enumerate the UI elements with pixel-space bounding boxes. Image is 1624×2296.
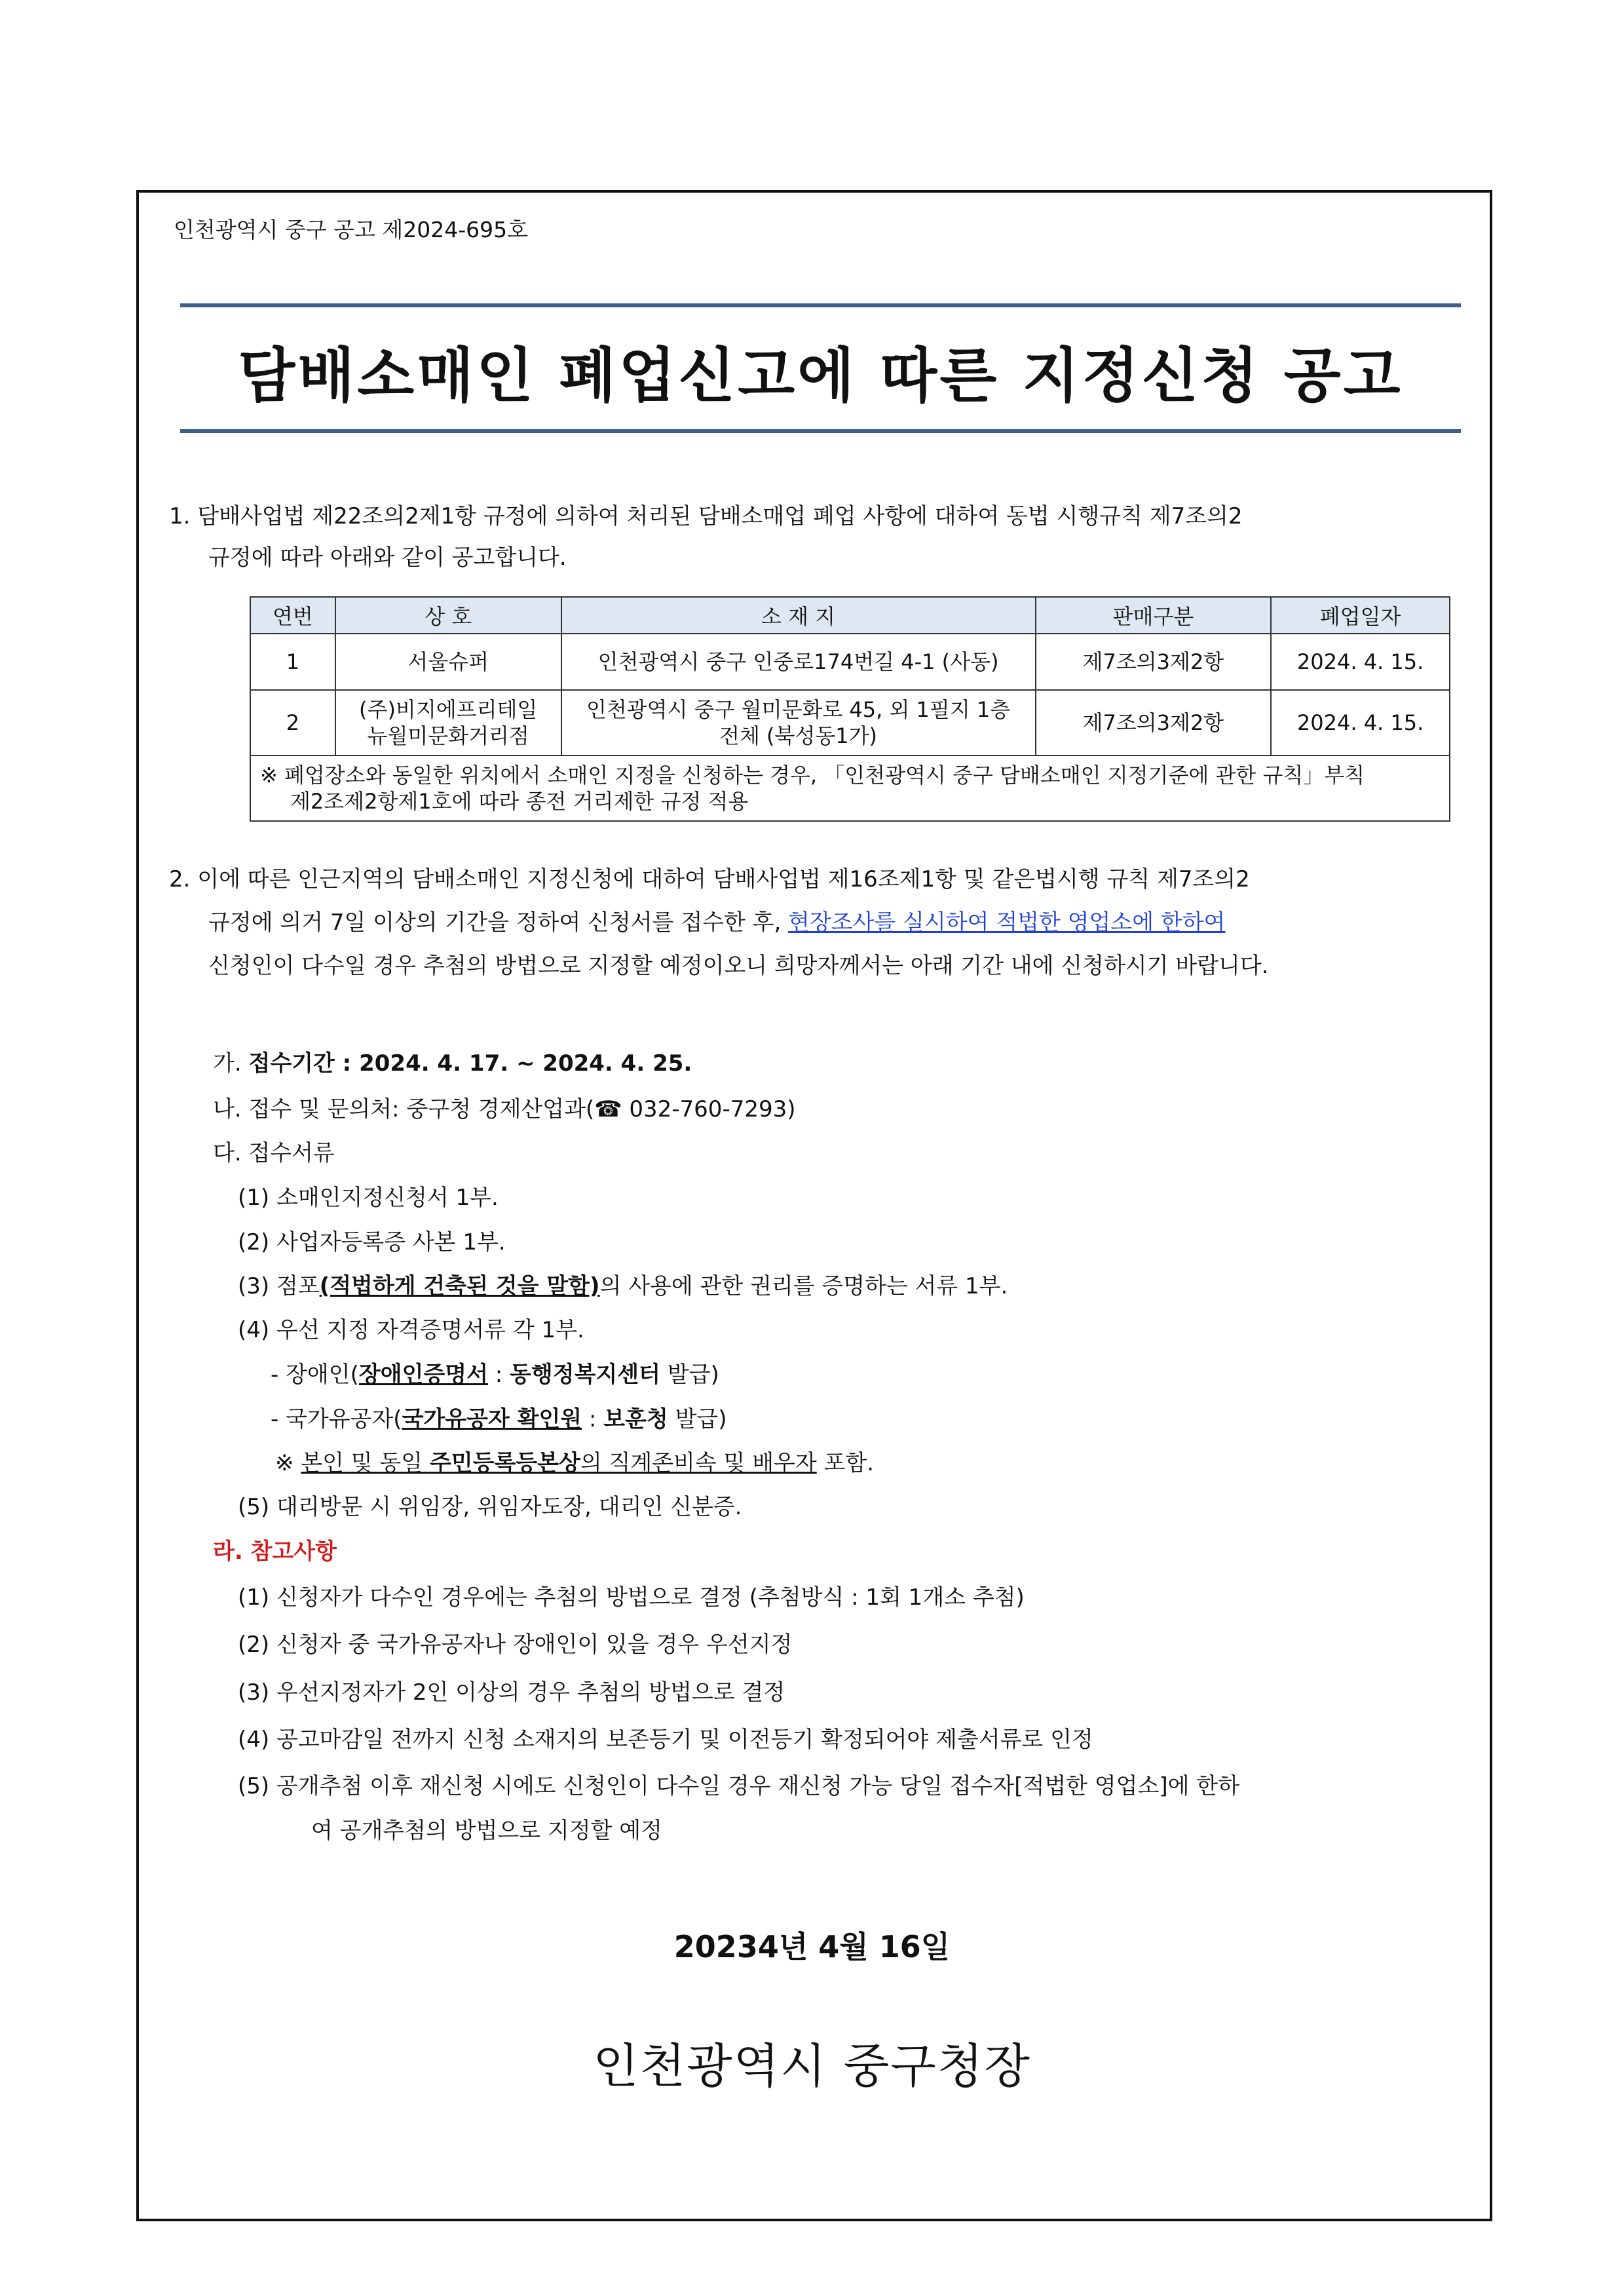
da-item-3-b: (적법하게 건축된 것을 말함) <box>319 1273 600 1299</box>
da-item-3-a: (3) 점포 <box>238 1273 320 1299</box>
row-address: 인천광역시 중구 인중로174번길 4-1 (사동) <box>561 634 1036 690</box>
item-na: 나. 접수 및 문의처: 중구청 경제산업과(☎ 032-760-7293) <box>213 1096 796 1122</box>
table-header-row <box>250 597 1450 634</box>
ra-item-5-line2: 여 공개추첨의 방법으로 지정할 예정 <box>311 1818 662 1844</box>
da-note-c: 주민등록등본상 <box>429 1450 580 1476</box>
da-sub-disabled-b: 장애인증명서 <box>358 1362 488 1388</box>
da-item-4: (4) 우선 지정 자격증명서류 각 1부. <box>238 1317 584 1343</box>
section2-line1: 2. 이에 따른 인근지역의 담배소매인 지정신청에 대하여 담배사업법 제16조제1항 및 같은법시행 규칙 제7조의2 <box>169 866 1250 892</box>
header-no: 연번 <box>250 597 335 634</box>
section1-line1: 1. 담배사업법 제22조의2제1항 규정에 의하여 처리된 담배소매업 폐업 사항에 대하여 동법 시행규칙 제7조의2 <box>169 503 1243 529</box>
row-no: 1 <box>250 634 335 690</box>
da-sub-veteran-a: - 국가유공자( <box>271 1406 402 1432</box>
da-sub-disabled-c: : <box>487 1362 510 1388</box>
section2-highlight-link[interactable]: 현장조사를 실시하여 적법한 영업소에 한하여 <box>788 909 1226 936</box>
row-address <box>561 690 1036 756</box>
section2-line2 <box>208 909 1225 936</box>
table-row <box>250 690 1450 756</box>
row-name-line1: (주)비지에프리테일 <box>359 697 538 722</box>
row-address-line1: 인천광역시 중구 월미문화로 45, 외 1필지 1층 <box>586 697 1011 722</box>
row-date: 2024. 4. 15. <box>1271 634 1450 690</box>
da-sub-veteran-d: 보훈청 <box>603 1406 668 1432</box>
da-sub-veteran <box>271 1406 727 1432</box>
notice-reference: 인천광역시 중구 공고 제2024-695호 <box>174 217 529 242</box>
header-type: 판매구분 <box>1036 597 1272 634</box>
ra-item-5-line1: (5) 공개추첨 이후 재신청 시에도 신청인이 다수일 경우 재신청 가능 당일 접수자[적법한 영업소]에 한하 <box>238 1773 1239 1799</box>
da-item-3-c: 의 사용에 관한 권리를 증명하는 서류 1부. <box>599 1273 1008 1299</box>
ra-item-4: (4) 공고마감일 전까지 신청 소재지의 보존등기 및 이전등기 확정되어야 제출서류로 인정 <box>238 1727 1093 1753</box>
item-ga-period: 접수기간 : 2024. 4. 17. ~ 2024. 4. 25. <box>248 1050 692 1077</box>
ra-item-2: (2) 신청자 중 국가유공자나 장애인이 있을 경우 우선지정 <box>238 1632 793 1658</box>
row-no: 2 <box>250 690 335 756</box>
row-date: 2024. 4. 15. <box>1271 690 1450 756</box>
ra-item-1: (1) 신청자가 다수인 경우에는 추첨의 방법으로 결정 (추첨방식 : 1회 1개소 추첨) <box>238 1584 1025 1611</box>
da-sub-disabled <box>271 1362 719 1388</box>
da-item-2: (2) 사업자등록증 사본 1부. <box>238 1229 506 1255</box>
table-note <box>250 756 1450 821</box>
header-address: 소 재 지 <box>561 597 1036 634</box>
row-name <box>335 690 561 756</box>
issuer-name: 인천광역시 중구청장 <box>593 2038 1031 2094</box>
table-note-line2: 제2조제2항제1호에 따라 종전 거리제한 규정 적용 <box>290 789 749 814</box>
title-rule-top <box>180 303 1461 307</box>
da-item-1: (1) 소매인지정신청서 1부. <box>238 1185 499 1211</box>
section1-line2: 규정에 따라 아래와 같이 공고합니다. <box>208 545 567 571</box>
da-sub-disabled-a: - 장애인( <box>271 1362 359 1388</box>
section2-line2-text: 규정에 의거 7일 이상의 기간을 정하여 신청서를 접수한 후, <box>208 909 789 936</box>
section2-line3: 신청인이 다수일 경우 추첨의 방법으로 지정할 예정이오니 희망자께서는 아래 기간 내에 신청하시기 바랍니다. <box>208 953 1269 979</box>
row-type: 제7조의3제2항 <box>1036 690 1272 756</box>
da-sub-veteran-b: 국가유공자 확인원 <box>402 1406 582 1432</box>
da-item-5: (5) 대리방문 시 위임장, 위임자도장, 대리인 신분증. <box>238 1494 742 1520</box>
row-address-line2: 전체 (북성동1가) <box>719 723 878 748</box>
item-ga-prefix: 가. <box>213 1050 249 1077</box>
table-note-line1: ※ 폐업장소와 동일한 위치에서 소매인 지정을 신청하는 경우, 「인천광역시 중구 담배소매인 지정기준에 관한 규칙」부칙 <box>260 763 1365 788</box>
header-name: 상 호 <box>335 597 561 634</box>
da-sub-disabled-d: 동행정복지센터 <box>510 1362 660 1388</box>
row-name-line2: 뉴월미문화거리점 <box>367 723 529 748</box>
title-rule-bottom <box>180 429 1461 433</box>
ra-item-3: (3) 우선지정자가 2인 이상의 경우 추첨의 방법으로 결정 <box>238 1679 785 1706</box>
header-date: 폐업일자 <box>1271 597 1450 634</box>
da-note <box>275 1450 874 1476</box>
item-ga <box>213 1050 692 1077</box>
notice-date: 20234년 4월 16일 <box>673 1929 951 1964</box>
page-title: 담배소매인 폐업신고에 따른 지정신청 공고 <box>238 341 1403 410</box>
table-row <box>250 634 1450 690</box>
da-note-e: 포함. <box>816 1450 875 1476</box>
da-note-d: 의 직계존비속 및 배우자 <box>580 1450 817 1476</box>
da-sub-veteran-e: 발급) <box>668 1406 727 1432</box>
table-note-row <box>250 756 1450 821</box>
da-sub-disabled-e: 발급) <box>660 1362 719 1388</box>
item-da-title: 다. 접수서류 <box>213 1140 335 1166</box>
row-name: 서울슈퍼 <box>335 634 561 690</box>
item-ra-title: 라. 참고사항 <box>213 1539 337 1565</box>
da-item-3 <box>238 1273 1008 1299</box>
da-note-b: 본인 및 동일 <box>301 1450 430 1476</box>
row-type: 제7조의3제2항 <box>1036 634 1272 690</box>
da-sub-veteran-c: : <box>582 1406 604 1432</box>
da-note-a: ※ <box>275 1450 301 1476</box>
closure-table <box>250 596 1450 822</box>
